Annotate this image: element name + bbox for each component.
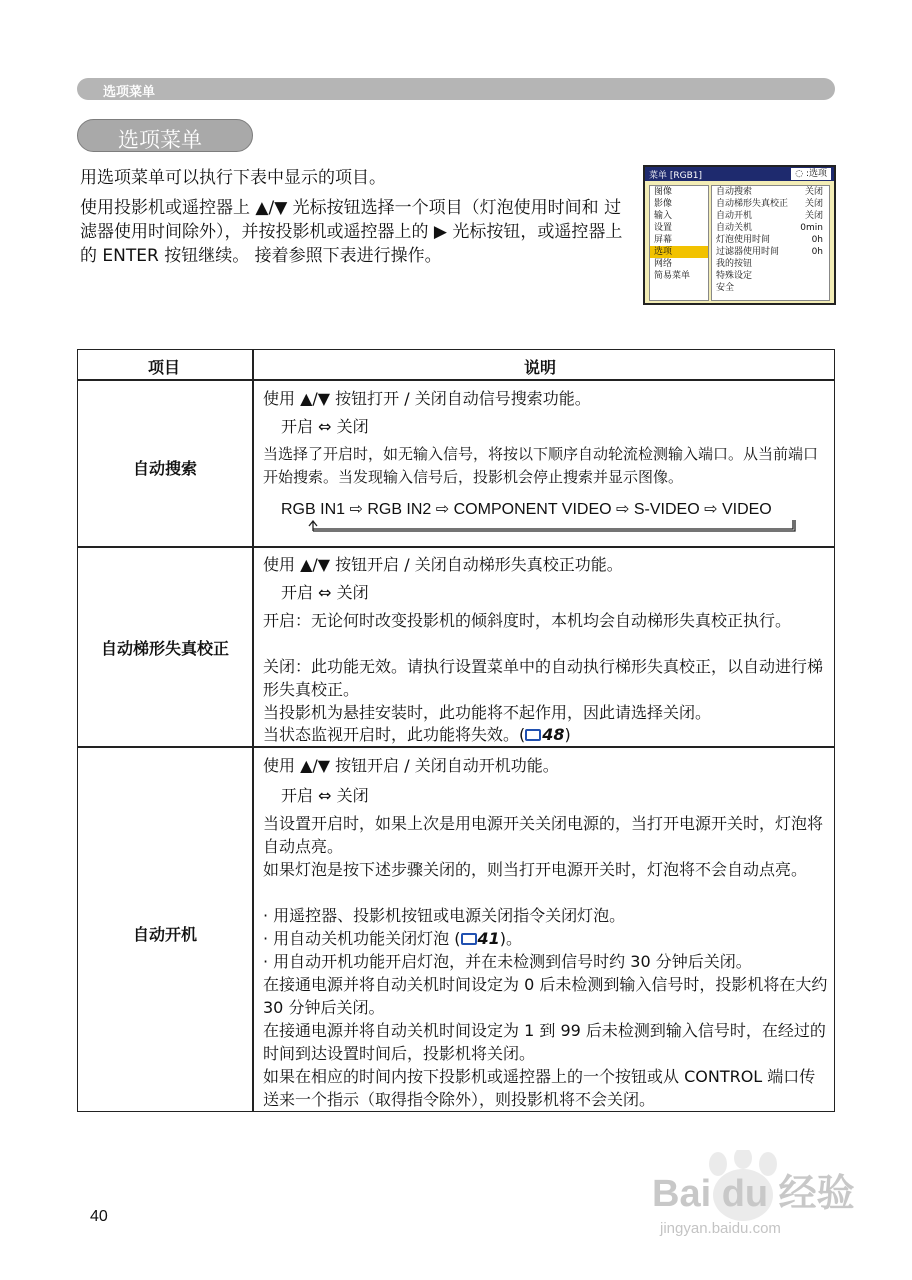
desc-bullet: · 用遥控器、投影机按钮或电源关闭指令关闭灯泡。 [263, 906, 626, 925]
options-table [77, 349, 835, 1112]
page-title: 选项菜单 [118, 128, 202, 152]
desc-line: 如果在相应的时间内按下投影机或遥控器上的一个按钮或从 CONTROL 端口传送来一个指示（取得指令除外），则投影机将不会关闭。 [263, 1067, 816, 1109]
menu-title-bar [645, 167, 834, 181]
menu-option-row [712, 246, 829, 258]
menu-option-value: 关闭 [804, 199, 823, 209]
item-auto-search: 自动搜索 [132, 459, 197, 478]
book-icon [461, 933, 477, 945]
menu-option-label: 灯泡使用时间 [716, 235, 771, 245]
desc-line: 当选择了开启时，如无输入信号，将按以下顺序自动轮流检测输入端口。从当前端口开始搜索。当发现输入信号后，投影机会停止搜索并显示图像。 [263, 445, 819, 486]
desc-text: ) [564, 725, 571, 744]
desc-line: 当设置开启时，如果上次是用电源开关关闭电源的，当打开电源开关时，灯泡将自动点亮。 [263, 814, 824, 856]
menu-option-row [712, 222, 829, 234]
menu-category-item: 影像 [654, 199, 673, 209]
column-divider [252, 350, 254, 1111]
menu-option-list [711, 185, 830, 301]
menu-category-item: 图像 [654, 187, 673, 197]
menu-option-label: 我的按钮 [716, 259, 753, 269]
book-icon [525, 729, 541, 741]
menu-category-item: 设置 [654, 223, 673, 233]
menu-category-item-selected: 选项 [650, 246, 708, 258]
menu-category-item: 网络 [654, 259, 673, 269]
section-header-label: 选项菜单 [103, 85, 156, 100]
menu-option-value: 0min [800, 223, 823, 233]
section-header-bar [77, 78, 835, 100]
menu-option-label: 安全 [716, 283, 735, 293]
menu-option-row [712, 186, 829, 198]
menu-option-label: 特殊设定 [716, 271, 753, 281]
section-title-pill [77, 119, 253, 152]
menu-option-row [712, 210, 829, 222]
desc-text: )。 [499, 929, 523, 948]
menu-screenshot [643, 165, 836, 305]
menu-option-label: 过滤器使用时间 [716, 247, 780, 257]
page-ref: 41 [477, 929, 500, 948]
desc-bullet: · 用自动开机功能开启灯泡，并在未检测到信号时约 30 分钟后关闭。 [263, 952, 752, 971]
desc-toggle: 开启 ⇔ 关闭 [281, 417, 369, 436]
menu-option-label: 自动搜索 [716, 187, 753, 197]
desc-line: 在接通电源并将自动关机时间设定为 1 到 99 后未检测到输入信号时，在经过的时间到达设置时间后，投影机将关闭。 [263, 1021, 826, 1063]
menu-option-label: 自动关机 [716, 223, 753, 233]
menu-option-value: 0h [811, 247, 823, 257]
desc-toggle: 开启 ⇔ 关闭 [281, 583, 369, 602]
menu-category-item: 简易菜单 [654, 271, 691, 281]
menu-category-item: 屏幕 [654, 235, 673, 245]
item-auto-keystone: 自动梯形失真校正 [100, 639, 229, 658]
row-divider [78, 546, 834, 548]
menu-option-label: 自动开机 [716, 211, 753, 221]
desc-line: 使用 ▲/▼ 按钮开启 / 关闭自动梯形失真校正功能。 [263, 555, 623, 574]
menu-option-label: 自动梯形失真校正 [716, 199, 789, 209]
menu-option-row [712, 198, 829, 210]
desc-line: 开启：无论何时改变投影机的倾斜度时，本机均会自动梯形失真校正执行。 [263, 611, 792, 630]
menu-option-row [712, 282, 829, 294]
desc-text: 当状态监视开启时，此功能将失效。( [263, 725, 526, 744]
desc-line: 如果灯泡是按下述步骤关闭的，则当打开电源开关时，灯泡将不会自动点亮。 [263, 860, 808, 879]
menu-category-list [649, 185, 709, 301]
desc-line: 使用 ▲/▼ 按钮开启 / 关闭自动开机功能。 [263, 756, 559, 775]
desc-bullet-ref [263, 927, 828, 950]
desc-line: 关闭：此功能无效。请执行设置菜单中的自动执行梯形失真校正，以自动进行梯形失真校正。 [263, 657, 824, 699]
intro-paragraph: 使用投影机或遥控器上 ▲/▼ 光标按钮选择一个项目（灯泡使用时间和 过滤器使用时间除外），并按投影机或遥控器上的 ▶ 光标按钮，或遥控器上的 ENTER 按钮继续。 接着参照下表进行操作。 [80, 198, 623, 266]
desc-line: 使用 ▲/▼ 按钮打开 / 关闭自动信号搜索功能。 [263, 389, 591, 408]
desc-line-ref [263, 723, 828, 746]
menu-title: 菜单 [RGB1] [649, 171, 703, 181]
desc-line: 当投影机为悬挂安装时，此功能将不起作用，因此请选择关闭。 [263, 703, 712, 722]
loop-back-arrow-icon [303, 520, 803, 536]
item-auto-on: 自动开机 [132, 925, 197, 944]
menu-hint: ◌ :选项 [791, 168, 831, 180]
row-divider [78, 379, 834, 381]
menu-option-value: 0h [811, 235, 823, 245]
watermark-brand: Bai du 经验 [652, 1173, 855, 1215]
menu-option-row [712, 234, 829, 246]
desc-text: · 用自动关机功能关闭灯泡 ( [263, 929, 461, 948]
menu-option-value: 关闭 [804, 211, 823, 221]
input-scan-sequence: RGB IN1 ⇨ RGB IN2 ⇨ COMPONENT VIDEO ⇨ S-VIDEO ⇨ VIDEO [281, 501, 772, 518]
menu-option-row [712, 270, 829, 282]
watermark-url: jingyan.baidu.com [660, 1220, 781, 1237]
column-header-desc: 说明 [524, 358, 557, 377]
menu-option-value: 关闭 [804, 187, 823, 197]
page-number: 40 [90, 1208, 108, 1225]
row-divider [78, 746, 834, 748]
menu-category-item: 输入 [654, 211, 673, 221]
intro-line-1: 用选项菜单可以执行下表中显示的项目。 [80, 168, 386, 188]
column-header-item: 项目 [148, 358, 181, 377]
menu-option-row [712, 258, 829, 270]
desc-toggle: 开启 ⇔ 关闭 [281, 786, 369, 805]
desc-line: 在接通电源并将自动关机时间设定为 0 后未检测到输入信号时，投影机将在大约 30 分钟后关闭。 [263, 975, 828, 1017]
page-ref: 48 [542, 725, 565, 744]
